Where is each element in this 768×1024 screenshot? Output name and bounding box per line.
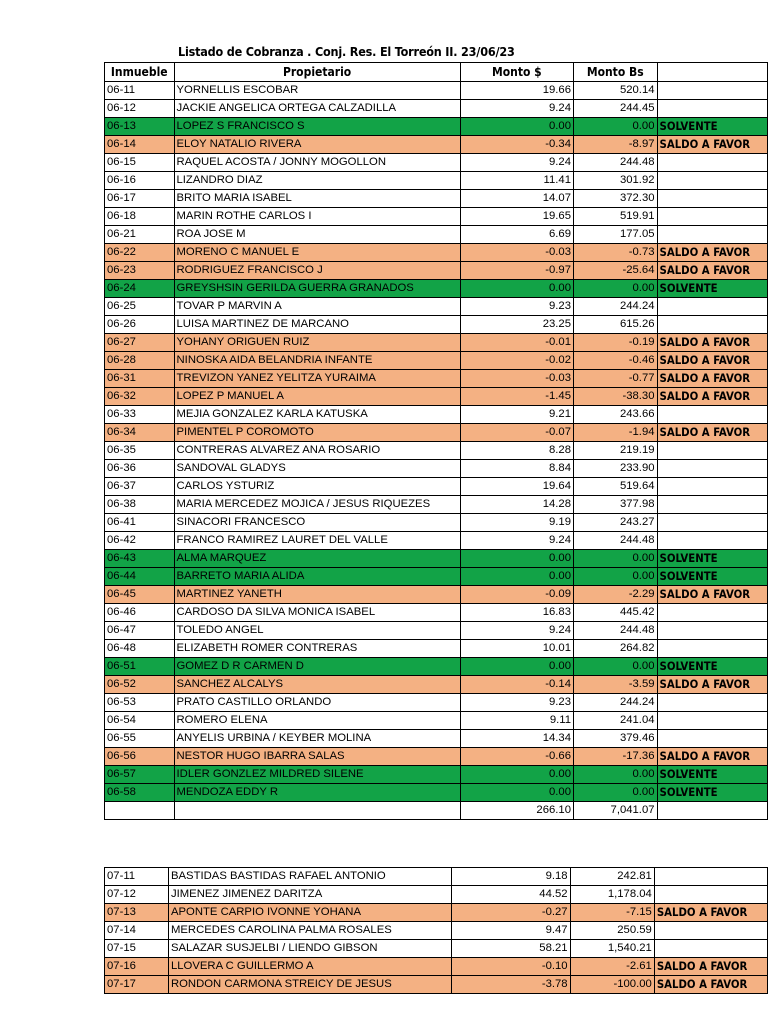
propietario-cell: CARLOS YSTURIZ [174, 478, 460, 496]
monto-bs-cell: 615.26 [573, 316, 657, 334]
cobranza-table-section-06 [104, 62, 768, 820]
table-row [105, 496, 768, 514]
inmueble-cell: 06-28 [105, 352, 175, 370]
monto-usd-cell: 8.84 [460, 460, 573, 478]
total-empty-cell [105, 802, 175, 820]
monto-usd-cell: 11.41 [460, 172, 573, 190]
document-title: Listado de Cobranza . Conj. Res. El Torreón II. 23/06/23 [178, 44, 515, 59]
table-row [105, 586, 768, 604]
monto-usd-cell: -0.66 [460, 748, 573, 766]
propietario-cell: RONDON CARMONA STREICY DE JESUS [168, 976, 451, 994]
propietario-cell: LUISA MARTINEZ DE MARCANO [174, 316, 460, 334]
table-row [105, 208, 768, 226]
inmueble-cell: 06-13 [105, 118, 175, 136]
propietario-cell: TREVIZON YANEZ YELITZA YURAIMA [174, 370, 460, 388]
status-cell [657, 640, 767, 658]
status-cell [657, 190, 767, 208]
inmueble-cell: 07-11 [105, 868, 169, 886]
monto-usd-cell: 9.47 [451, 922, 570, 940]
status-cell: SALDO A FAVOR [654, 958, 767, 976]
propietario-cell: APONTE CARPIO IVONNE YOHANA [168, 904, 451, 922]
inmueble-cell: 06-45 [105, 586, 175, 604]
propietario-cell: NESTOR HUGO IBARRA SALAS [174, 748, 460, 766]
propietario-cell: RAQUEL ACOSTA / JONNY MOGOLLON [174, 154, 460, 172]
inmueble-cell: 06-31 [105, 370, 175, 388]
monto-usd-cell: 9.23 [460, 694, 573, 712]
monto-bs-cell: -0.19 [573, 334, 657, 352]
monto-bs-cell: 379.46 [573, 730, 657, 748]
inmueble-cell: 06-38 [105, 496, 175, 514]
propietario-cell: ROA JOSE M [174, 226, 460, 244]
table-row [105, 712, 768, 730]
monto-bs-cell: 0.00 [573, 118, 657, 136]
table-row [105, 622, 768, 640]
inmueble-cell: 07-16 [105, 958, 169, 976]
monto-usd-cell: 9.23 [460, 298, 573, 316]
propietario-cell: IDLER GONZLEZ MILDRED SILENE [174, 766, 460, 784]
status-cell [657, 298, 767, 316]
inmueble-cell: 07-13 [105, 904, 169, 922]
propietario-cell: SANCHEZ ALCALYS [174, 676, 460, 694]
monto-bs-cell: 177.05 [573, 226, 657, 244]
inmueble-cell: 06-52 [105, 676, 175, 694]
inmueble-cell: 06-43 [105, 550, 175, 568]
propietario-cell: LIZANDRO DIAZ [174, 172, 460, 190]
monto-bs-cell: -1.94 [573, 424, 657, 442]
table-row [105, 640, 768, 658]
status-cell [657, 82, 767, 100]
inmueble-cell: 06-14 [105, 136, 175, 154]
status-cell: SALDO A FAVOR [657, 676, 767, 694]
inmueble-cell: 06-36 [105, 460, 175, 478]
header-monto-usd: Monto $ [460, 63, 573, 82]
inmueble-cell: 06-58 [105, 784, 175, 802]
propietario-cell: MERCEDES CAROLINA PALMA ROSALES [168, 922, 451, 940]
header-monto-bs: Monto Bs [573, 63, 657, 82]
monto-usd-cell: 9.24 [460, 100, 573, 118]
monto-usd-cell: 9.18 [451, 868, 570, 886]
table-row [105, 334, 768, 352]
monto-usd-cell: 0.00 [460, 550, 573, 568]
status-cell [654, 922, 767, 940]
monto-bs-cell: 301.92 [573, 172, 657, 190]
inmueble-cell: 06-56 [105, 748, 175, 766]
inmueble-cell: 06-51 [105, 658, 175, 676]
inmueble-cell: 07-12 [105, 886, 169, 904]
monto-usd-cell: 9.24 [460, 622, 573, 640]
propietario-cell: LOPEZ S FRANCISCO S [174, 118, 460, 136]
monto-bs-cell: 445.42 [573, 604, 657, 622]
inmueble-cell: 06-32 [105, 388, 175, 406]
inmueble-cell: 06-34 [105, 424, 175, 442]
monto-usd-cell: -0.02 [460, 352, 573, 370]
status-cell [657, 100, 767, 118]
monto-usd-cell: 0.00 [460, 568, 573, 586]
monto-usd-cell: 9.19 [460, 514, 573, 532]
monto-bs-cell: -2.29 [573, 586, 657, 604]
status-cell: SOLVENTE [657, 784, 767, 802]
status-cell [657, 514, 767, 532]
monto-usd-cell: -0.10 [451, 958, 570, 976]
propietario-cell: LOPEZ P MANUEL A [174, 388, 460, 406]
propietario-cell: SALAZAR SUSJELBI / LIENDO GIBSON [168, 940, 451, 958]
propietario-cell: GOMEZ D R CARMEN D [174, 658, 460, 676]
monto-bs-cell: -8.97 [573, 136, 657, 154]
total-row [105, 802, 768, 820]
monto-usd-cell: 14.28 [460, 496, 573, 514]
monto-bs-cell: 519.91 [573, 208, 657, 226]
monto-bs-cell: -0.73 [573, 244, 657, 262]
status-cell [657, 478, 767, 496]
status-cell [657, 208, 767, 226]
monto-usd-cell: -0.01 [460, 334, 573, 352]
table-row [105, 940, 768, 958]
table-row [105, 370, 768, 388]
table-row [105, 886, 768, 904]
table-row [105, 730, 768, 748]
status-cell [657, 442, 767, 460]
monto-bs-cell: 244.48 [573, 532, 657, 550]
table-body-section-07 [105, 868, 768, 994]
status-cell [654, 940, 767, 958]
inmueble-cell: 06-22 [105, 244, 175, 262]
inmueble-cell: 06-33 [105, 406, 175, 424]
monto-usd-cell: 0.00 [460, 118, 573, 136]
inmueble-cell: 06-25 [105, 298, 175, 316]
monto-usd-cell: -3.78 [451, 976, 570, 994]
table-row [105, 922, 768, 940]
table-row [105, 100, 768, 118]
inmueble-cell: 06-21 [105, 226, 175, 244]
table-row [105, 514, 768, 532]
status-cell [654, 868, 767, 886]
monto-bs-cell: -7.15 [570, 904, 654, 922]
header-status [657, 63, 767, 82]
monto-usd-cell: -0.97 [460, 262, 573, 280]
monto-bs-cell: 372.30 [573, 190, 657, 208]
status-cell: SALDO A FAVOR [657, 748, 767, 766]
inmueble-cell: 06-37 [105, 478, 175, 496]
monto-usd-cell: 8.28 [460, 442, 573, 460]
table-row [105, 868, 768, 886]
table-row [105, 82, 768, 100]
table-row [105, 658, 768, 676]
table-row [105, 190, 768, 208]
monto-usd-cell: 0.00 [460, 280, 573, 298]
propietario-cell: SANDOVAL GLADYS [174, 460, 460, 478]
table-row [105, 172, 768, 190]
status-cell: SALDO A FAVOR [657, 244, 767, 262]
inmueble-cell: 06-27 [105, 334, 175, 352]
propietario-cell: MORENO C MANUEL E [174, 244, 460, 262]
status-cell [657, 496, 767, 514]
monto-bs-cell: 1,178.04 [570, 886, 654, 904]
monto-bs-cell: -25.64 [573, 262, 657, 280]
monto-usd-cell: -0.07 [460, 424, 573, 442]
status-cell [657, 406, 767, 424]
monto-usd-cell: -0.14 [460, 676, 573, 694]
table-row [105, 244, 768, 262]
propietario-cell: PIMENTEL P COROMOTO [174, 424, 460, 442]
status-cell [657, 712, 767, 730]
monto-usd-cell: 0.00 [460, 784, 573, 802]
inmueble-cell: 06-35 [105, 442, 175, 460]
inmueble-cell: 06-15 [105, 154, 175, 172]
table-row [105, 550, 768, 568]
table-row [105, 316, 768, 334]
status-cell [657, 316, 767, 334]
propietario-cell: MARTINEZ YANETH [174, 586, 460, 604]
monto-bs-cell: 377.98 [573, 496, 657, 514]
status-cell [654, 886, 767, 904]
monto-bs-cell: 219.19 [573, 442, 657, 460]
status-cell: SALDO A FAVOR [657, 586, 767, 604]
header-inmueble: Inmueble [105, 63, 175, 82]
status-cell [657, 622, 767, 640]
monto-usd-cell: 14.07 [460, 190, 573, 208]
propietario-cell: MARIN ROTHE CARLOS I [174, 208, 460, 226]
monto-usd-cell: 9.24 [460, 532, 573, 550]
status-cell [657, 604, 767, 622]
status-cell [657, 226, 767, 244]
monto-bs-cell: -0.77 [573, 370, 657, 388]
propietario-cell: ELIZABETH ROMER CONTRERAS [174, 640, 460, 658]
table-row [105, 676, 768, 694]
table-row [105, 352, 768, 370]
monto-usd-cell: -0.09 [460, 586, 573, 604]
monto-usd-cell: 23.25 [460, 316, 573, 334]
propietario-cell: TOVAR P MARVIN A [174, 298, 460, 316]
monto-bs-cell: -3.59 [573, 676, 657, 694]
inmueble-cell: 06-12 [105, 100, 175, 118]
monto-bs-cell: 244.48 [573, 154, 657, 172]
inmueble-cell: 07-17 [105, 976, 169, 994]
status-cell: SALDO A FAVOR [657, 424, 767, 442]
monto-bs-cell: 241.04 [573, 712, 657, 730]
inmueble-cell: 06-47 [105, 622, 175, 640]
inmueble-cell: 06-18 [105, 208, 175, 226]
propietario-cell: ALMA MARQUEZ [174, 550, 460, 568]
monto-usd-cell: -0.34 [460, 136, 573, 154]
inmueble-cell: 06-53 [105, 694, 175, 712]
monto-usd-cell: 19.64 [460, 478, 573, 496]
status-cell [657, 532, 767, 550]
status-cell: SALDO A FAVOR [654, 976, 767, 994]
inmueble-cell: 06-54 [105, 712, 175, 730]
monto-usd-cell: 14.34 [460, 730, 573, 748]
table-row [105, 748, 768, 766]
table-row [105, 280, 768, 298]
monto-bs-cell: 0.00 [573, 550, 657, 568]
table-row [105, 262, 768, 280]
table-row [105, 478, 768, 496]
monto-bs-cell: 0.00 [573, 658, 657, 676]
status-cell [657, 460, 767, 478]
table-row [105, 976, 768, 994]
monto-bs-cell: 244.48 [573, 622, 657, 640]
header-propietario: Propietario [174, 63, 460, 82]
monto-bs-cell: 243.66 [573, 406, 657, 424]
table-row [105, 154, 768, 172]
inmueble-cell: 06-57 [105, 766, 175, 784]
propietario-cell: TOLEDO ANGEL [174, 622, 460, 640]
inmueble-cell: 06-26 [105, 316, 175, 334]
inmueble-cell: 06-46 [105, 604, 175, 622]
monto-usd-cell: 19.65 [460, 208, 573, 226]
table-body-section-06 [105, 82, 768, 820]
inmueble-cell: 06-24 [105, 280, 175, 298]
status-cell: SOLVENTE [657, 280, 767, 298]
total-usd-cell: 266.10 [460, 802, 573, 820]
monto-bs-cell: 244.24 [573, 694, 657, 712]
propietario-cell: MEJIA GONZALEZ KARLA KATUSKA [174, 406, 460, 424]
monto-bs-cell: 1,540.21 [570, 940, 654, 958]
propietario-cell: BRITO MARIA ISABEL [174, 190, 460, 208]
table-row [105, 784, 768, 802]
monto-usd-cell: 9.11 [460, 712, 573, 730]
monto-bs-cell: -100.00 [570, 976, 654, 994]
inmueble-cell: 06-41 [105, 514, 175, 532]
table-row [105, 298, 768, 316]
inmueble-cell: 06-16 [105, 172, 175, 190]
status-cell [657, 154, 767, 172]
status-cell: SALDO A FAVOR [654, 904, 767, 922]
inmueble-cell: 06-42 [105, 532, 175, 550]
propietario-cell: JACKIE ANGELICA ORTEGA CALZADILLA [174, 100, 460, 118]
propietario-cell: PRATO CASTILLO ORLANDO [174, 694, 460, 712]
monto-usd-cell: -1.45 [460, 388, 573, 406]
propietario-cell: LLOVERA C GUILLERMO A [168, 958, 451, 976]
propietario-cell: MENDOZA EDDY R [174, 784, 460, 802]
status-cell: SALDO A FAVOR [657, 388, 767, 406]
status-cell [657, 694, 767, 712]
table-row [105, 694, 768, 712]
status-cell: SALDO A FAVOR [657, 136, 767, 154]
monto-bs-cell: 244.45 [573, 100, 657, 118]
cobranza-table-section-07 [104, 867, 768, 994]
status-cell: SALDO A FAVOR [657, 262, 767, 280]
monto-bs-cell: -0.46 [573, 352, 657, 370]
status-cell: SOLVENTE [657, 118, 767, 136]
status-cell: SOLVENTE [657, 550, 767, 568]
propietario-cell: BARRETO MARIA ALIDA [174, 568, 460, 586]
propietario-cell: CARDOSO DA SILVA MONICA ISABEL [174, 604, 460, 622]
inmueble-cell: 06-44 [105, 568, 175, 586]
monto-bs-cell: 0.00 [573, 784, 657, 802]
monto-bs-cell: 0.00 [573, 280, 657, 298]
monto-bs-cell: 242.81 [570, 868, 654, 886]
status-cell: SOLVENTE [657, 766, 767, 784]
table-row [105, 904, 768, 922]
monto-usd-cell: 9.24 [460, 154, 573, 172]
monto-usd-cell: 6.69 [460, 226, 573, 244]
table-row [105, 118, 768, 136]
monto-usd-cell: 19.66 [460, 82, 573, 100]
status-cell: SALDO A FAVOR [657, 352, 767, 370]
table-row [105, 460, 768, 478]
inmueble-cell: 06-48 [105, 640, 175, 658]
monto-usd-cell: 0.00 [460, 766, 573, 784]
monto-bs-cell: -17.36 [573, 748, 657, 766]
status-cell: SOLVENTE [657, 658, 767, 676]
table-row [105, 532, 768, 550]
monto-usd-cell: 0.00 [460, 658, 573, 676]
propietario-cell: CONTRERAS ALVAREZ ANA ROSARIO [174, 442, 460, 460]
monto-bs-cell: -2.61 [570, 958, 654, 976]
monto-usd-cell: 44.52 [451, 886, 570, 904]
table-row [105, 136, 768, 154]
table-row [105, 424, 768, 442]
propietario-cell: ANYELIS URBINA / KEYBER MOLINA [174, 730, 460, 748]
monto-usd-cell: 9.21 [460, 406, 573, 424]
table-row [105, 388, 768, 406]
monto-bs-cell: -38.30 [573, 388, 657, 406]
total-empty-cell [657, 802, 767, 820]
inmueble-cell: 07-14 [105, 922, 169, 940]
inmueble-cell: 06-55 [105, 730, 175, 748]
propietario-cell: YOHANY ORIGUEN RUIZ [174, 334, 460, 352]
monto-bs-cell: 244.24 [573, 298, 657, 316]
monto-usd-cell: 16.83 [460, 604, 573, 622]
total-empty-cell [174, 802, 460, 820]
propietario-cell: YORNELLIS ESCOBAR [174, 82, 460, 100]
total-bs-cell: 7,041.07 [573, 802, 657, 820]
propietario-cell: ROMERO ELENA [174, 712, 460, 730]
status-cell [657, 172, 767, 190]
propietario-cell: NINOSKA AIDA BELANDRIA INFANTE [174, 352, 460, 370]
table-row [105, 766, 768, 784]
table-row [105, 442, 768, 460]
table-row [105, 604, 768, 622]
table-row [105, 226, 768, 244]
propietario-cell: FRANCO RAMIREZ LAURET DEL VALLE [174, 532, 460, 550]
monto-bs-cell: 250.59 [570, 922, 654, 940]
monto-bs-cell: 0.00 [573, 766, 657, 784]
propietario-cell: ELOY NATALIO RIVERA [174, 136, 460, 154]
monto-usd-cell: -0.27 [451, 904, 570, 922]
monto-bs-cell: 243.27 [573, 514, 657, 532]
monto-usd-cell: -0.03 [460, 370, 573, 388]
propietario-cell: JIMENEZ JIMENEZ DARITZA [168, 886, 451, 904]
inmueble-cell: 06-23 [105, 262, 175, 280]
status-cell: SOLVENTE [657, 568, 767, 586]
inmueble-cell: 06-11 [105, 82, 175, 100]
propietario-cell: GREYSHSIN GERILDA GUERRA GRANADOS [174, 280, 460, 298]
status-cell: SALDO A FAVOR [657, 334, 767, 352]
propietario-cell: BASTIDAS BASTIDAS RAFAEL ANTONIO [168, 868, 451, 886]
monto-bs-cell: 233.90 [573, 460, 657, 478]
table-row [105, 406, 768, 424]
inmueble-cell: 06-17 [105, 190, 175, 208]
monto-bs-cell: 519.64 [573, 478, 657, 496]
table-row [105, 568, 768, 586]
status-cell [657, 730, 767, 748]
inmueble-cell: 07-15 [105, 940, 169, 958]
propietario-cell: SINACORI FRANCESCO [174, 514, 460, 532]
table-header-row [105, 63, 768, 82]
propietario-cell: MARIA MERCEDEZ MOJICA / JESUS RIQUEZES [174, 496, 460, 514]
table-row [105, 958, 768, 976]
monto-bs-cell: 264.82 [573, 640, 657, 658]
monto-usd-cell: -0.03 [460, 244, 573, 262]
status-cell: SALDO A FAVOR [657, 370, 767, 388]
monto-usd-cell: 10.01 [460, 640, 573, 658]
monto-usd-cell: 58.21 [451, 940, 570, 958]
monto-bs-cell: 520.14 [573, 82, 657, 100]
monto-bs-cell: 0.00 [573, 568, 657, 586]
propietario-cell: RODRIGUEZ FRANCISCO J [174, 262, 460, 280]
